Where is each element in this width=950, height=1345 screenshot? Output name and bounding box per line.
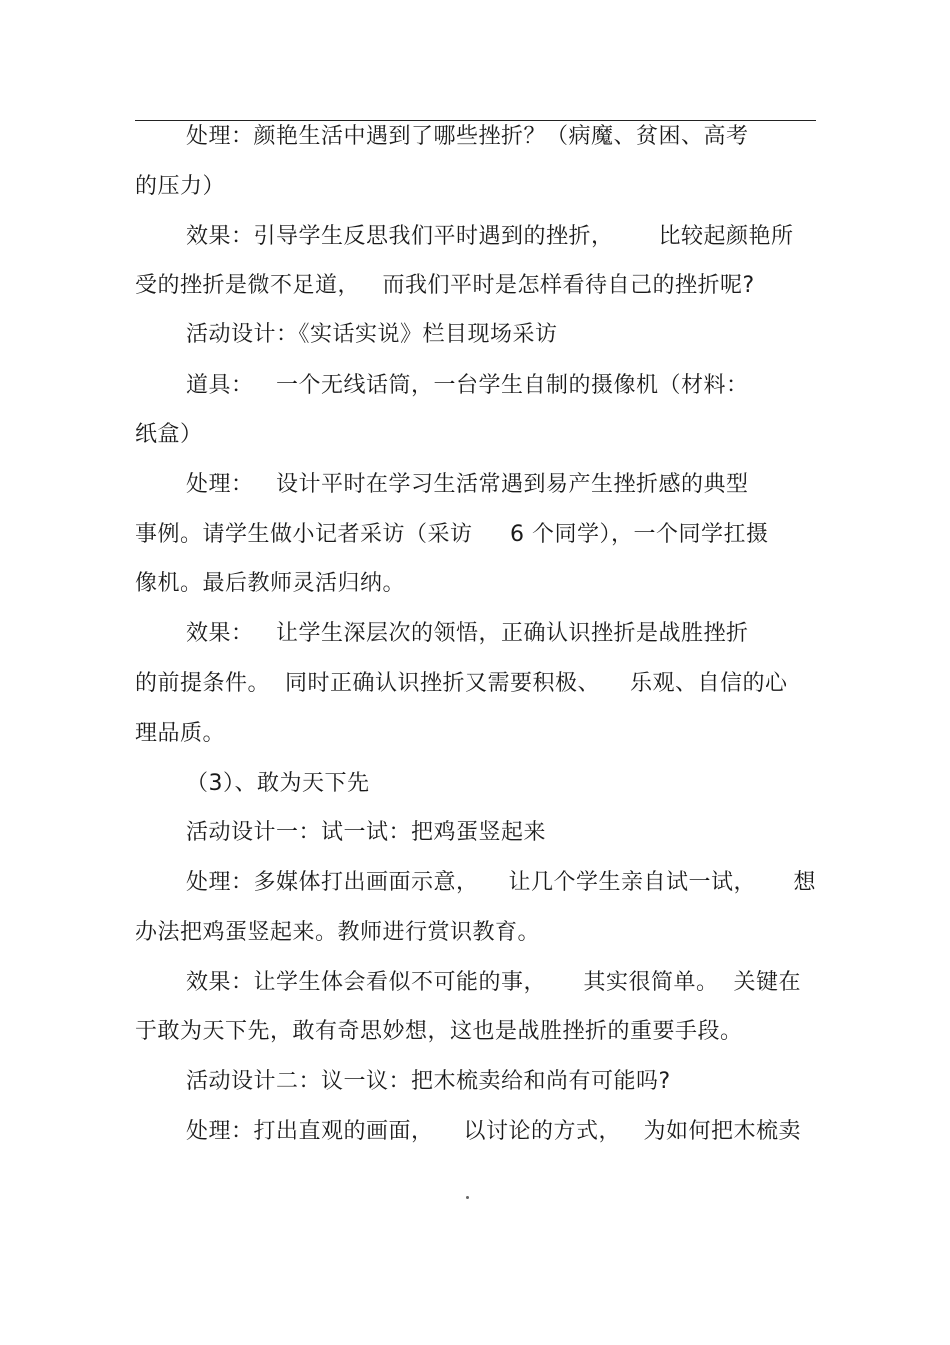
text-line: 活动设计二：议一议：把木梳卖给和尚有可能吗? bbox=[186, 1069, 671, 1094]
text-line: 理品质。 bbox=[135, 721, 226, 746]
header-rule bbox=[135, 120, 816, 121]
text-line: 像机。最后教师灵活归纳。 bbox=[135, 571, 406, 596]
text-line: 处理：打出直观的画面， 以讨论的方式， 为如何把木梳卖 bbox=[186, 1119, 801, 1144]
text-line: 活动设计一：试一试：把鸡蛋竖起来 bbox=[186, 820, 547, 845]
page-footer-dot bbox=[466, 1196, 469, 1199]
text-line: 道具： 一个无线话筒，一台学生自制的摄像机（材料： bbox=[186, 373, 749, 398]
text-line: 纸盒） bbox=[135, 422, 203, 447]
text-line: 处理：颜艳生活中遇到了哪些挫折？（病魔、贫困、高考 bbox=[186, 124, 749, 149]
text-line: 受的挫折是微不足道， 而我们平时是怎样看待自己的挫折呢? bbox=[135, 273, 755, 298]
text-line: 处理： 设计平时在学习生活常遇到易产生挫折感的典型 bbox=[186, 472, 749, 497]
text-line: 于敢为天下先，敢有奇思妙想，这也是战胜挫折的重要手段。 bbox=[135, 1019, 743, 1044]
text-line: 效果：让学生体会看似不可能的事， 其实很简单。 关键在 bbox=[186, 970, 801, 995]
text-line: 效果：引导学生反思我们平时遇到的挫折， 比较起颜艳所 bbox=[186, 224, 794, 249]
text-line: 的压力） bbox=[135, 174, 226, 199]
text-line: 处理：多媒体打出画面示意， 让几个学生亲自试一试， 想 bbox=[186, 870, 816, 895]
text-line: 办法把鸡蛋竖起来。教师进行赏识教育。 bbox=[135, 920, 541, 945]
text-line: 效果： 让学生深层次的领悟，正确认识挫折是战胜挫折 bbox=[186, 621, 749, 646]
text-line: 的前提条件。 同时正确认识挫折又需要积极、 乐观、自信的心 bbox=[135, 671, 788, 696]
section-heading: （3）、敢为天下先 bbox=[186, 771, 370, 796]
text-line: 活动设计：《实话实说》栏目现场采访 bbox=[186, 322, 558, 347]
text-line: 事例。请学生做小记者采访（采访 6 个同学），一个同学扛摄 bbox=[135, 522, 769, 547]
